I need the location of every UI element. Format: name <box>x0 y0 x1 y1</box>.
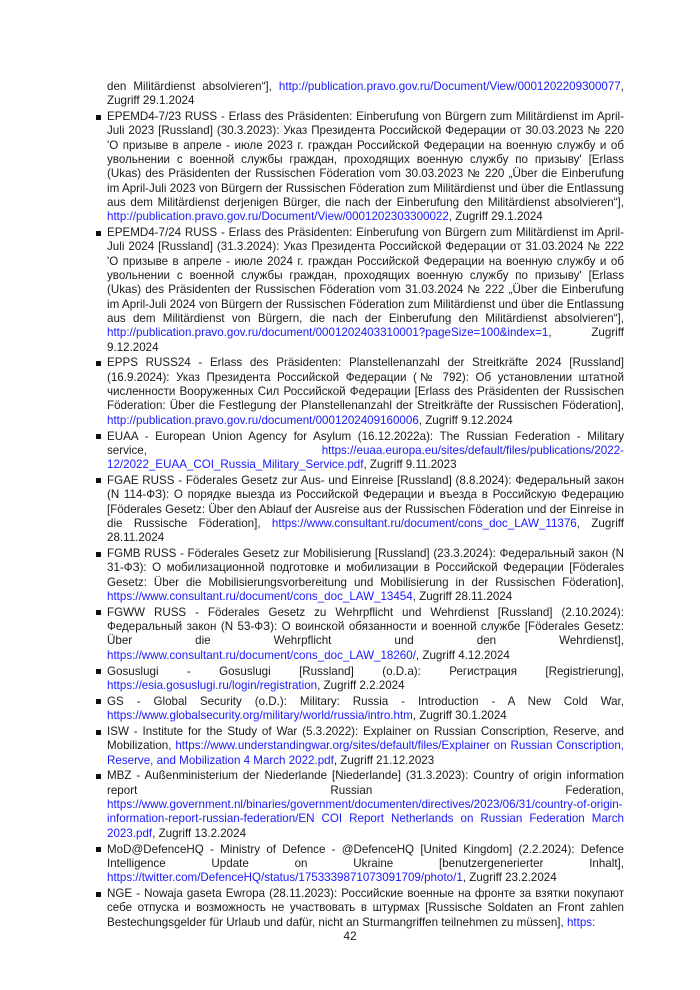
reference-text: , Zugriff 9.11.2023 <box>363 458 457 472</box>
reference-link[interactable]: http://publication.pravo.gov.ru/document/0001202409160006 <box>107 413 419 427</box>
reference-link[interactable]: https://www.consultant.ru/document/cons_doc_LAW_13454 <box>107 589 413 603</box>
reference-text: , Zugriff 28.11.2024 <box>412 589 513 603</box>
reference-text: , Zugriff 29.1.2024 <box>448 210 543 224</box>
square-bullet-icon <box>96 669 101 674</box>
reference-text: , Zugriff 9.12.2024 <box>418 413 513 427</box>
reference-text: , Zugriff 23.2.2024 <box>462 871 557 885</box>
bibliography-entry <box>107 725 624 768</box>
page-number: 42 <box>343 929 357 943</box>
bibliography-list <box>107 80 624 932</box>
reference-text: den Militärdienst absolvieren“], <box>107 80 279 93</box>
reference-text: FGMB RUSS - Föderales Gesetz zur Mobilisierung [Russland] (23.3.2024): Федеральный закон (N 31-ФЗ): О мобилизационной подготовке и мобилизации в Российской Федерации [Föderales Gesetz: Über die Mobilisierungsvorbereitung und Mobilisierung in der Russischen Föderation], <box>107 547 624 589</box>
reference-text: GS - Global Security (o.D.): Military: Russia - Introduction - A New Cold War, <box>107 694 624 708</box>
reference-text: , Zugriff 21.12.2023 <box>333 753 435 767</box>
bibliography-entry <box>107 547 624 604</box>
reference-text: NGE - Nowaja gaseta Ewropa (28.11.2023): Российские военные на фронте за взятки покупают себе отпуска и возможность не участвовать в штурмах [Russische Soldaten an Front zahlen Bestechungsgelder für Urlaub und dafür, nicht an Sturmangriffen teilnehmen zu müssen], <box>107 887 624 929</box>
square-bullet-icon <box>96 115 101 120</box>
bibliography-entry <box>107 430 624 473</box>
bibliography-entry <box>107 665 624 694</box>
reference-text: FGAE RUSS - Föderales Gesetz zur Aus- und Einreise [Russland] (8.8.2024): Федеральный закон (N 114-ФЗ): О порядке выезда из Российской Федерации и въезда в Российскую Федерацию [Föderales Gesetz: Über den Ablauf der Ausreise aus der Russischen Föderation und der Einreise in die Russische Föderation], <box>107 473 624 530</box>
reference-text: , Zugriff 30.1.2024 <box>412 709 507 723</box>
bibliography-entry <box>107 474 624 545</box>
reference-text: ISW - Institute for the Study of War (5.3.2022): Explainer on Russian Conscription, Reserve, and Mobilization, <box>107 725 624 753</box>
square-bullet-icon <box>96 892 101 897</box>
reference-link[interactable]: https://www.consultant.ru/document/cons_doc_LAW_18260/ <box>107 648 416 662</box>
bibliography-entry <box>107 356 624 427</box>
bibliography-entry <box>107 887 624 930</box>
bibliography-entry <box>107 606 624 663</box>
reference-text: FGWW RUSS - Föderales Gesetz zu Wehrpflicht und Wehrdienst [Russland] (2.10.2024): Федеральный закон (N 53-ФЗ): О воинской обязанности и военной службе [Föderales Gesetz: Über die Wehrpflicht und den Wehrdienst], <box>107 605 624 648</box>
reference-text: , Zugriff 2.2.2024 <box>317 678 405 692</box>
reference-link[interactable]: http://publication.pravo.gov.ru/document/0001202403310001?pageSize=100&index=1 <box>107 326 549 340</box>
reference-link[interactable]: https://euaa.europa.eu/sites/default/files/publications/2022-12/2022_EUAA_COI_Russia_Military_Service.pdf <box>107 443 624 472</box>
square-bullet-icon <box>96 478 101 483</box>
reference-text: MoD@DefenceHQ - Ministry of Defence - @DefenceHQ [United Kingdom] (2.2.2024): Defence Intelligence Update on Ukraine [benutzergenerierter Inhalt], <box>107 842 624 870</box>
reference-text: EUAA - European Union Agency for Asylum (16.12.2022a): The Russian Federation - Military service, <box>107 429 624 457</box>
reference-text: , Zugriff 4.12.2024 <box>415 648 510 662</box>
square-bullet-icon <box>96 730 101 735</box>
square-bullet-icon <box>96 552 101 557</box>
reference-link[interactable]: https://www.understandingwar.org/sites/default/files/Explainer on Russian Conscription, Reserve, and Mobilization 4 March 2022.pdf <box>107 739 625 767</box>
reference-text: , Zugriff 13.2.2024 <box>152 826 247 840</box>
bibliography-entry <box>107 843 624 886</box>
reference-link[interactable]: https: <box>566 915 596 929</box>
reference-link[interactable]: https://www.consultant.ru/document/cons_doc_LAW_11376 <box>271 516 577 530</box>
square-bullet-icon <box>96 847 101 852</box>
bibliography-entry <box>107 110 624 224</box>
square-bullet-icon <box>96 231 101 236</box>
square-bullet-icon <box>96 610 101 615</box>
reference-link[interactable]: https://www.government.nl/binaries/government/documenten/directives/2023/06/31/country-of-origin-information-report-russian-federation/EN COI Report Netherlands on Russian Federation March 2023.pdf <box>107 798 624 840</box>
bibliography-entry <box>107 769 624 840</box>
reference-text: , Zugriff 28.11.2024 <box>107 516 624 545</box>
reference-link[interactable]: http://publication.pravo.gov.ru/Document/View/0001202303300022 <box>107 210 449 224</box>
reference-text: Gosuslugi - Gosuslugi [Russland] (o.D.a): Регистрация [Registrierung], <box>107 664 624 678</box>
reference-text: MBZ - Außenministerium der Niederlande [Niederlande] (31.3.2023): Country of origin information report Russian Federation, <box>107 769 624 797</box>
reference-text: , Zugriff 9.12.2024 <box>107 326 624 354</box>
reference-text: , Zugriff 29.1.2024 <box>107 80 624 108</box>
reference-text: EPEMD4-7/23 RUSS - Erlass des Präsidenten: Einberufung von Bürgern zum Militärdienst im April-Juli 2023 [Russland] (30.3.2023): Указ Президента Российской Федерации от 30.03.2023 № 220 'О призыве в апреле - июле 2023 г. граждан Российской Федерации на военную службу и об увольнении с военной службы граждан, проходящих военную службу по призыву' [Erlass (Ukas) des Präsidenten der Russischen Föderation vom 30.03.2023 № 220 „Über die Einberufung im April-Juli 2023 von Bürgern der Russischen Föderation zum Militärdienst und über die Entlassung aus dem Militärdienst derjenigen Bürger, die nach der Einberufung den Militärdienst absolvieren“], <box>107 110 624 209</box>
square-bullet-icon <box>96 699 101 704</box>
reference-link[interactable]: http://publication.pravo.gov.ru/Document/View/0001202209300077 <box>278 80 621 93</box>
reference-text: EPEMD4-7/24 RUSS - Erlass des Präsidenten: Einberufung von Bürgern zum Militärdienst im April-Juli 2024 [Russland] (31.3.2024): Указ Президента Российской Федерации от 31.03.2024 № 222 'О призыве в апреле - июле 2024 г. граждан Российской Федерации на военную службу и об увольнении с военной службы граждан, проходящих военную службу по призыву' [Erlass (Ukas) des Präsidenten der Russischen Föderation vom 31.03.2024 № 222 „Über die Einberufung im April-Juli 2024 von Bürgern der Russischen Föderation zum Militärdienst und über die Entlassung aus dem Militärdienst von Bürgern, die nach der Einberufung den Militärdienst absolvieren“], <box>107 226 624 325</box>
reference-link[interactable]: https://esia.gosuslugi.ru/login/registration <box>107 678 318 692</box>
square-bullet-icon <box>96 774 101 779</box>
bibliography-entry <box>107 80 624 109</box>
reference-text: EPPS RUSS24 - Erlass des Präsidenten: Planstellenanzahl der Streitkräfte 2024 [Russland] (16.9.2024): Указ Президента Российской Федерации (№ 792): Об установлении штатной численности Вооруженных Сил Российской Федерации [Erlass des Präsidenten der Russischen Föderation: Über die Festlegung der Planstellenanzahl der Streitkräfte der Russischen Föderation], <box>107 356 624 413</box>
bibliography-entry <box>107 695 624 724</box>
reference-link[interactable]: https://www.globalsecurity.org/military/world/russia/intro.htm <box>107 709 413 723</box>
square-bullet-icon <box>96 434 101 439</box>
reference-link[interactable]: https://twitter.com/DefenceHQ/status/1753339871073091709/photo/1 <box>107 871 463 885</box>
square-bullet-icon <box>96 361 101 366</box>
bibliography-entry <box>107 226 624 355</box>
